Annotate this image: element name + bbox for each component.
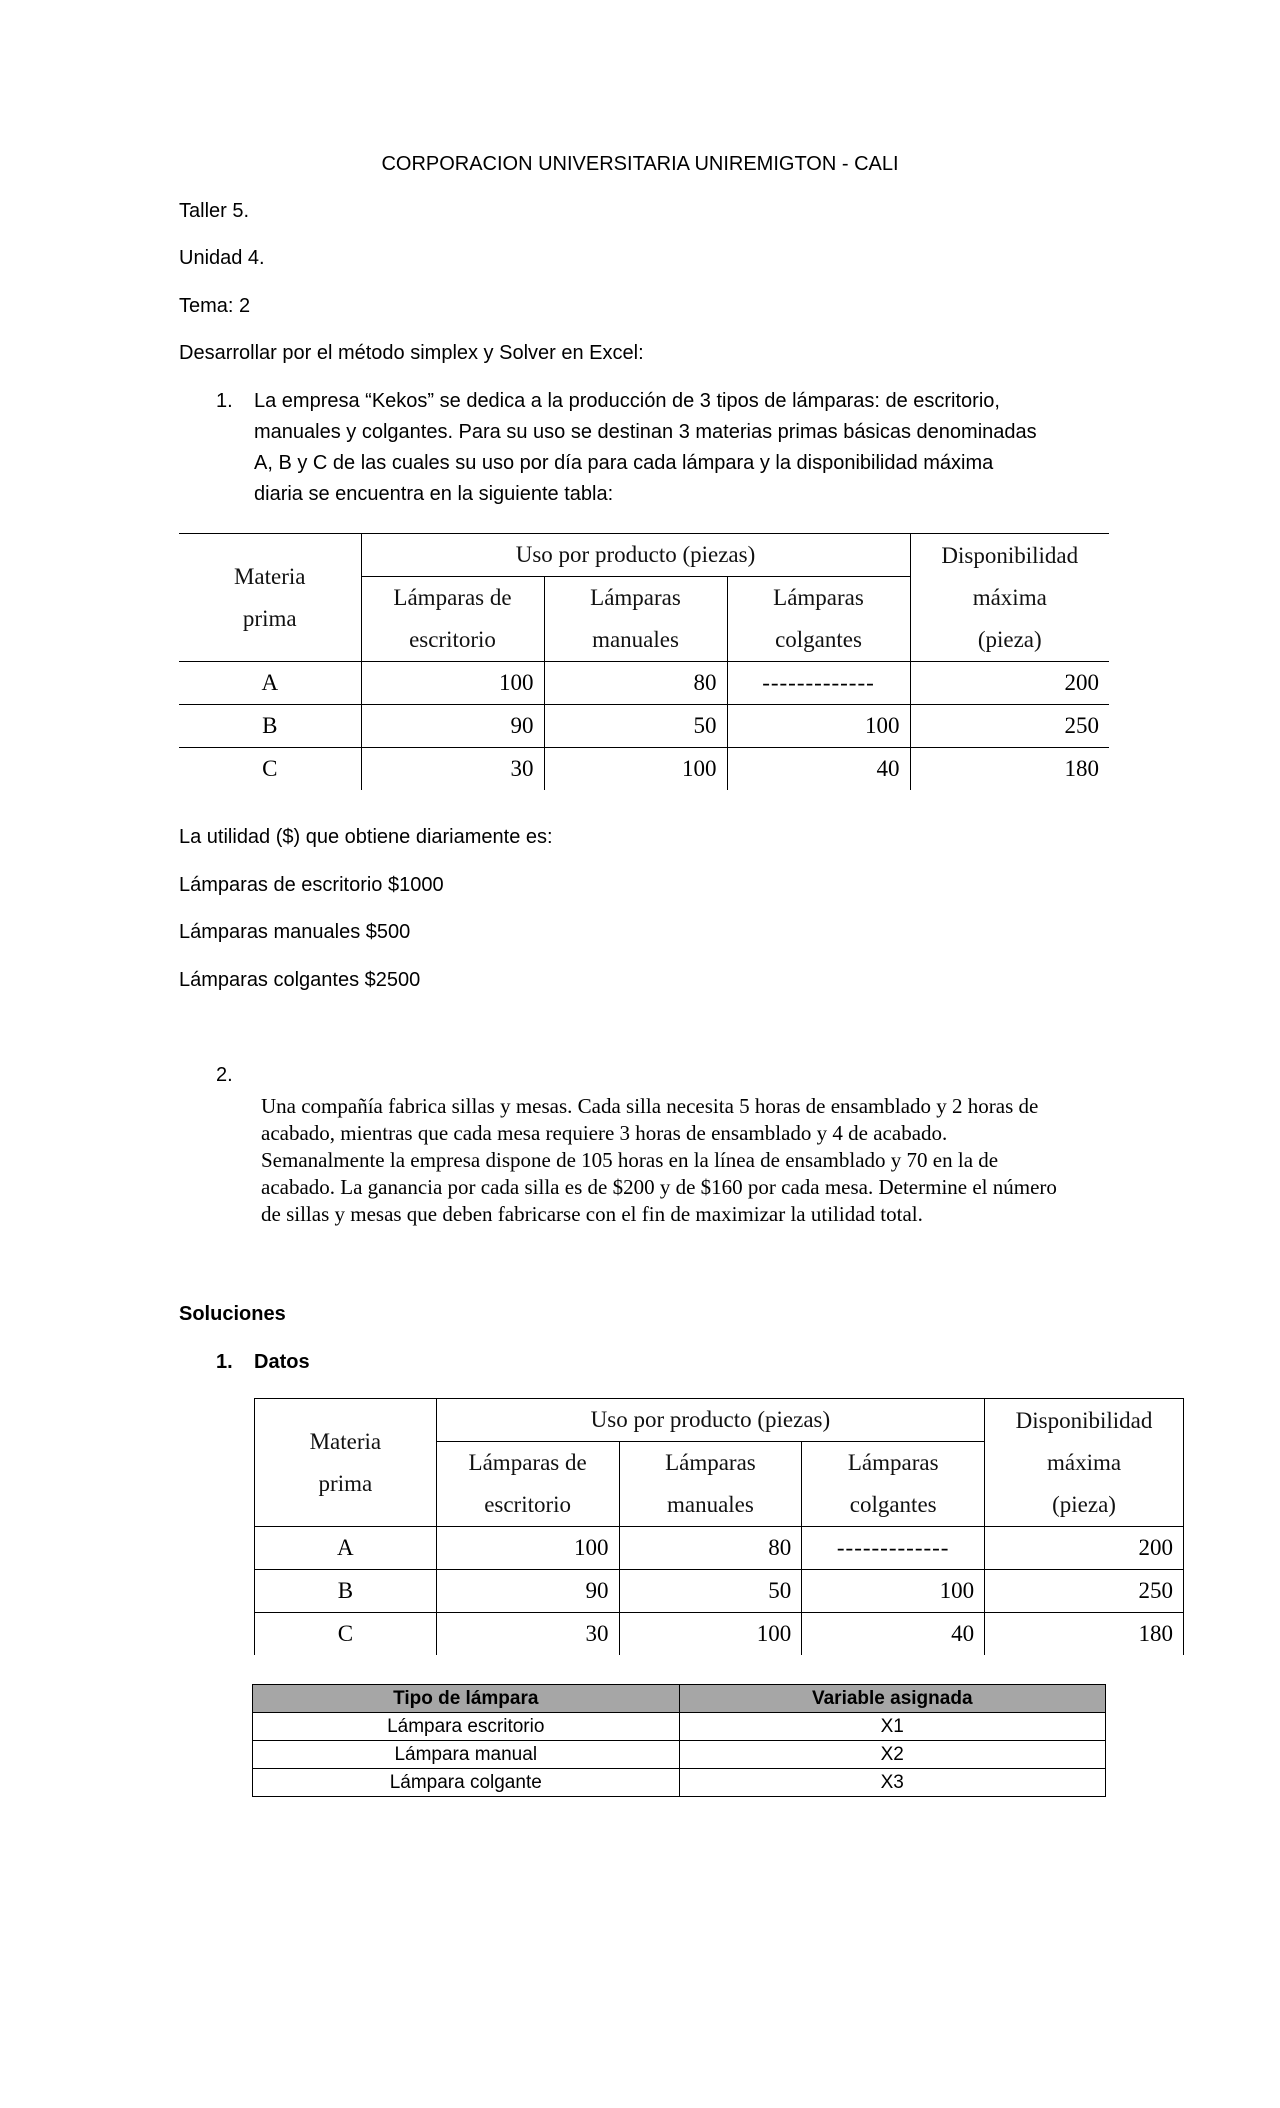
- header-uso: Uso por producto (piezas): [361, 534, 910, 577]
- table-row: A 100 80 ------------- 200: [179, 662, 1109, 705]
- table-row: Lámpara escritorio X1: [253, 1713, 1106, 1741]
- table-row: B 90 50 100 250: [179, 705, 1109, 748]
- header-disponibilidad: Disponibilidad máxima (pieza): [910, 534, 1109, 662]
- problem-1-line: La empresa “Kekos” se dedica a la producción de 3 tipos de lámparas: de escritorio,: [254, 390, 1000, 412]
- taller-label: Taller 5.: [179, 200, 250, 222]
- unidad-label: Unidad 4.: [179, 247, 265, 269]
- utilidad-manuales: Lámparas manuales $500: [179, 921, 411, 943]
- table-row: A 100 80 ------------- 200: [255, 1527, 1184, 1570]
- utilidad-intro: La utilidad ($) que obtiene diariamente es:: [179, 826, 553, 848]
- header-uso: Uso por producto (piezas): [436, 1399, 984, 1442]
- problem-1-line: manuales y colgantes. Para su uso se destinan 3 materias primas básicas denominadas: [254, 421, 1037, 443]
- utilidad-escritorio: Lámparas de escritorio $1000: [179, 874, 444, 896]
- problem-1-line: A, B y C de las cuales su uso por día para cada lámpara y la disponibilidad máxima: [254, 452, 994, 474]
- variables-table: [252, 1684, 1106, 1797]
- table-row: C 30 100 40 180: [255, 1613, 1184, 1656]
- header-escritorio: Lámparas de escritorio: [361, 577, 544, 662]
- table-row: Lámpara colgante X3: [253, 1769, 1106, 1797]
- problem-1-text: [254, 386, 1114, 510]
- header-variable: Variable asignada: [679, 1685, 1106, 1713]
- header-colgantes: Lámparas colgantes: [802, 1442, 985, 1527]
- soluciones-item-number: 1.: [216, 1351, 233, 1373]
- problem-2-line: acabado, mientras que cada mesa requiere 3 horas de ensamblado y 4 de acabado.: [261, 1121, 948, 1145]
- header-manuales: Lámparas manuales: [619, 1442, 802, 1527]
- table-row: Lámpara manual X2: [253, 1741, 1106, 1769]
- table-row: B 90 50 100 250: [255, 1570, 1184, 1613]
- problem-2-text: [261, 1093, 1171, 1228]
- tema-label: Tema: 2: [179, 295, 251, 317]
- problem-2-line: Semanalmente la empresa dispone de 105 horas en la línea de ensamblado y 70 en la de: [261, 1148, 999, 1172]
- header-escritorio: Lámparas de escritorio: [436, 1442, 619, 1527]
- header-disponibilidad: Disponibilidad máxima (pieza): [985, 1399, 1184, 1527]
- soluciones-heading: Soluciones: [179, 1303, 286, 1325]
- resource-table-solution: [254, 1398, 1184, 1655]
- problem-1-line: diaria se encuentra en la siguiente tabla:: [254, 483, 614, 505]
- instruction-text: Desarrollar por el método simplex y Solver en Excel:: [179, 342, 644, 364]
- table-row: C 30 100 40 180: [179, 748, 1109, 791]
- problem-2-line: Una compañía fabrica sillas y mesas. Cada silla necesita 5 horas de ensamblado y 2 horas de: [261, 1094, 1039, 1118]
- header-tipo: Tipo de lámpara: [253, 1685, 680, 1713]
- header-materia: Materia prima: [255, 1399, 437, 1527]
- problem-1-number: 1.: [216, 390, 233, 412]
- problem-2-line: de sillas y mesas que deben fabricarse con el fin de maximizar la utilidad total.: [261, 1202, 923, 1226]
- problem-2-number: 2.: [216, 1064, 233, 1086]
- header-manuales: Lámparas manuales: [544, 577, 727, 662]
- problem-2-line: acabado. La ganancia por cada silla es de $200 y de $160 por cada mesa. Determine el número: [261, 1175, 1057, 1199]
- header-colgantes: Lámparas colgantes: [727, 577, 910, 662]
- datos-label: Datos: [254, 1351, 310, 1373]
- utilidad-colgantes: Lámparas colgantes $2500: [179, 969, 421, 991]
- resource-table: [179, 533, 1109, 790]
- document-title: CORPORACION UNIVERSITARIA UNIREMIGTON - CALI: [381, 153, 899, 175]
- header-materia: Materia prima: [179, 534, 361, 662]
